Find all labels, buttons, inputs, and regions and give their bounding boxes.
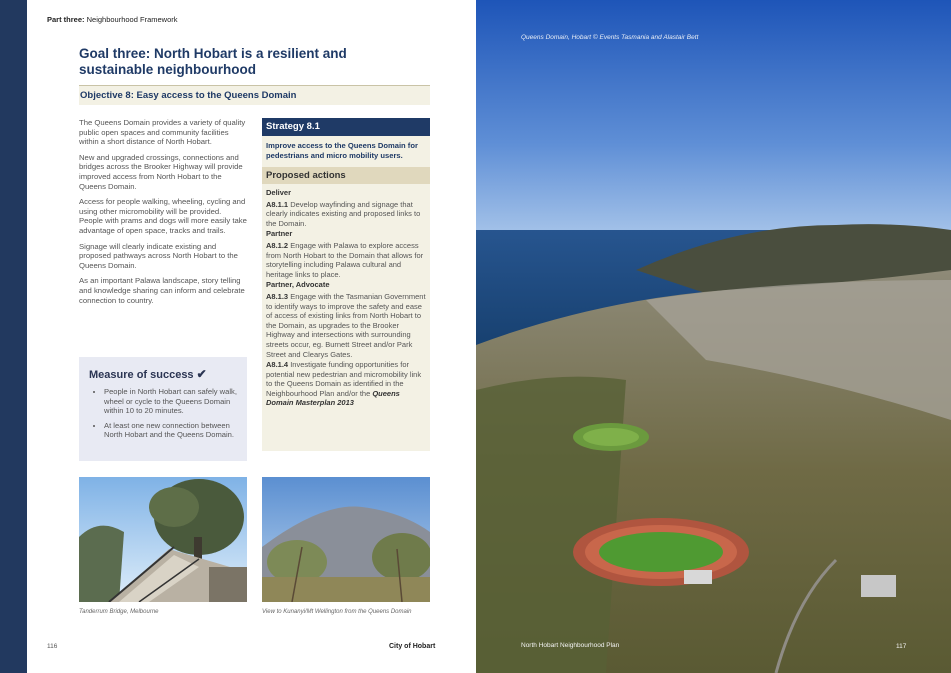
check-mark-icon: ✔ bbox=[196, 367, 207, 381]
proposed-actions-list bbox=[266, 187, 428, 409]
page-number-left: 116 bbox=[47, 643, 58, 650]
page-number-right: 117 bbox=[896, 643, 907, 650]
footer-organisation: City of Hobart bbox=[389, 643, 436, 650]
measure-item: • People in North Hobart can safely walk, wheel or cycle to the Queens Domain within 10 to 20 minutes. bbox=[104, 387, 237, 416]
action-text: Investigate funding opportunities for potential new pedestrian and micromobility link to the Queens Domain as identified in the Neighbourhood Plan and/or the bbox=[266, 360, 422, 398]
body-paragraph: As an important Palawa landscape, story telling and knowledge sharing can inform and celebrate connection to country. bbox=[79, 276, 245, 305]
action-code: A8.1.4 bbox=[266, 360, 289, 370]
action-text: Engage with Palawa to explore access from North Hobart to the Domain that allows for storytelling including Palawa cultural and heritage links to place. bbox=[266, 240, 424, 279]
body-paragraph: The Queens Domain provides a variety of quality public open spaces and community facilities within a short distance of North Hobart. bbox=[79, 118, 246, 147]
photo-bridge bbox=[79, 477, 247, 602]
action-text: Engage with the Tasmanian Government to identify ways to improve the safety and ease of access of existing links from North Hobart to the Domain, as upgrades to the Brooker Highway and intersections with surrounding streets occur, eg. Burnett Street and/or Park Street and Clearys Gates. bbox=[266, 291, 426, 359]
role-label: Deliver bbox=[266, 188, 292, 197]
action-code: A8.1.1 bbox=[266, 199, 289, 209]
strategy-description: Improve access to the Queens Domain for pedestrians and micro mobility users. bbox=[266, 141, 418, 160]
role-label: Partner, Advocate bbox=[266, 280, 330, 290]
photo-mountain-view bbox=[262, 477, 430, 602]
body-paragraph: New and upgraded crossings, connections and bridges across the Brooker Highway will provide improved access from North Hobart to the Queens Domain. bbox=[79, 152, 243, 191]
action-text: Develop wayfinding and signage that clearly indicates existing and proposed links to the Domain. bbox=[266, 199, 421, 228]
action-item bbox=[266, 360, 428, 408]
action-item bbox=[266, 292, 428, 359]
body-paragraph: Access for people walking, wheeling, cycling and using other micromobility will be provided. People with prams and dogs will more easily take advantage of open space, tracks and trails. bbox=[79, 197, 247, 235]
action-item bbox=[266, 241, 428, 279]
aerial-photo-caption: Queens Domain, Hobart © Events Tasmania and Alastair Bett bbox=[521, 34, 699, 41]
measure-of-success-box bbox=[79, 357, 247, 461]
footer-plan-title: North Hobart Neighbourhood Plan bbox=[521, 642, 620, 649]
body-paragraph: Signage will clearly indicate existing and proposed pathways across North Hobart to the Queens Domain. bbox=[79, 241, 238, 270]
page-header bbox=[47, 15, 178, 24]
measure-title bbox=[89, 367, 237, 381]
body-text bbox=[79, 118, 247, 311]
header-part: Part three: bbox=[47, 15, 85, 24]
proposed-actions-heading: Proposed actions bbox=[262, 167, 430, 184]
photo-caption: View to Kunanyi/Mt Wellington from the Queens Domain bbox=[262, 609, 412, 615]
aerial-photo bbox=[476, 0, 951, 673]
header-section: Neighbourhood Framework bbox=[86, 15, 178, 24]
objective-heading: Objective 8: Easy access to the Queens Domain bbox=[79, 85, 430, 105]
measure-list bbox=[89, 387, 237, 440]
photo-caption: Tanderrum Bridge, Melbourne bbox=[79, 609, 159, 615]
strategy-title: Strategy 8.1 bbox=[262, 118, 430, 136]
action-item bbox=[266, 200, 428, 229]
left-page bbox=[27, 0, 476, 673]
action-reference: Queens Domain Masterplan 2013 bbox=[266, 388, 400, 408]
role-label: Partner bbox=[266, 229, 293, 239]
aerial-photo-page bbox=[476, 0, 951, 673]
action-code: A8.1.3 bbox=[266, 291, 289, 301]
measure-item: • At least one new connection between North Hobart and the Queens Domain. bbox=[104, 421, 237, 440]
spine-bar bbox=[0, 0, 27, 673]
action-code: A8.1.2 bbox=[266, 240, 289, 250]
goal-title: Goal three: North Hobart is a resilient and sustainable neighbourhood bbox=[79, 46, 347, 77]
measure-title-text: Measure of success bbox=[89, 369, 194, 381]
